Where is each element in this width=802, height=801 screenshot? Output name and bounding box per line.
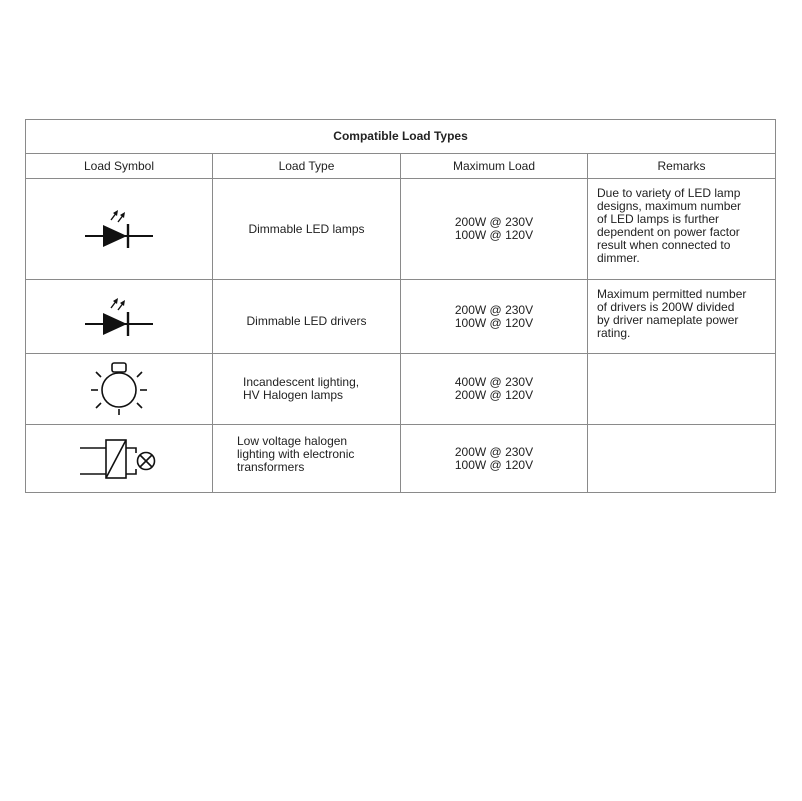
load-type-cell <box>213 354 401 425</box>
remarks-line: Due to variety of LED lamp <box>597 186 741 200</box>
remarks-line: Maximum permitted number <box>597 287 747 301</box>
load-type-cell <box>213 179 401 280</box>
remarks-line: dependent on power factor <box>597 225 740 239</box>
load-symbol-cell <box>26 425 213 493</box>
max-load-line: 100W @ 120V <box>454 228 534 242</box>
remarks-cell <box>588 179 776 280</box>
table-row <box>26 354 776 425</box>
load-type-line: Low voltage halogen <box>237 434 348 448</box>
max-load-line: 100W @ 120V <box>454 315 534 330</box>
load-symbol-cell <box>26 179 213 280</box>
maximum-load-cell <box>401 179 588 280</box>
max-load-line: 200W @ 230V <box>454 215 534 229</box>
table-row <box>26 280 776 354</box>
maximum-load-cell <box>401 354 588 425</box>
remarks-cell <box>588 425 776 493</box>
maximum-load-cell <box>401 425 588 493</box>
remarks-cell <box>588 354 776 425</box>
load-type-line: transformers <box>237 460 305 474</box>
table-row <box>26 179 776 280</box>
load-type-line: Dimmable LED lamps <box>248 221 365 236</box>
remarks-line: rating. <box>597 326 631 340</box>
load-type-line: HV Halogen lamps <box>243 388 344 402</box>
led-driver-icon <box>83 296 155 338</box>
led-lamp-icon <box>83 208 155 250</box>
incandescent-lamp-icon <box>89 361 149 417</box>
remarks-line: result when connected to <box>597 238 731 252</box>
header-remarks: Remarks <box>588 154 776 179</box>
remarks-line: of LED lamps is further <box>597 212 720 226</box>
remarks-cell <box>588 280 776 354</box>
load-symbol-cell <box>26 354 213 425</box>
remarks-line: dimmer. <box>597 251 640 265</box>
maximum-load-cell <box>401 280 588 354</box>
table-title-row <box>26 120 776 154</box>
max-load-line: 200W @ 230V <box>454 444 534 459</box>
table-row <box>26 425 776 493</box>
load-symbol-cell <box>26 280 213 354</box>
remarks-line: by driver nameplate power <box>597 313 739 327</box>
header-maximum-load: Maximum Load <box>401 154 588 179</box>
max-load-line: 400W @ 230V <box>454 375 534 389</box>
load-type-cell <box>213 280 401 354</box>
remarks-line: designs, maximum number <box>597 199 742 213</box>
header-load-symbol: Load Symbol <box>26 154 213 179</box>
table-header-row <box>26 154 776 179</box>
max-load-line: 200W @ 120V <box>454 388 534 402</box>
table-title: Compatible Load Types <box>26 120 776 154</box>
remarks-line: of drivers is 200W divided <box>597 300 735 314</box>
load-type-line: Dimmable LED drivers <box>246 314 367 328</box>
load-types-table-wrapper <box>25 119 775 493</box>
max-load-line: 200W @ 230V <box>454 302 534 317</box>
max-load-line: 100W @ 120V <box>454 457 534 472</box>
load-type-line: lighting with electronic <box>237 447 355 461</box>
load-type-line: Incandescent lighting, <box>243 375 360 389</box>
transformer-lamp-icon <box>78 438 160 480</box>
header-load-type: Load Type <box>213 154 401 179</box>
compatible-load-types-table <box>25 119 776 493</box>
load-type-cell <box>213 425 401 493</box>
